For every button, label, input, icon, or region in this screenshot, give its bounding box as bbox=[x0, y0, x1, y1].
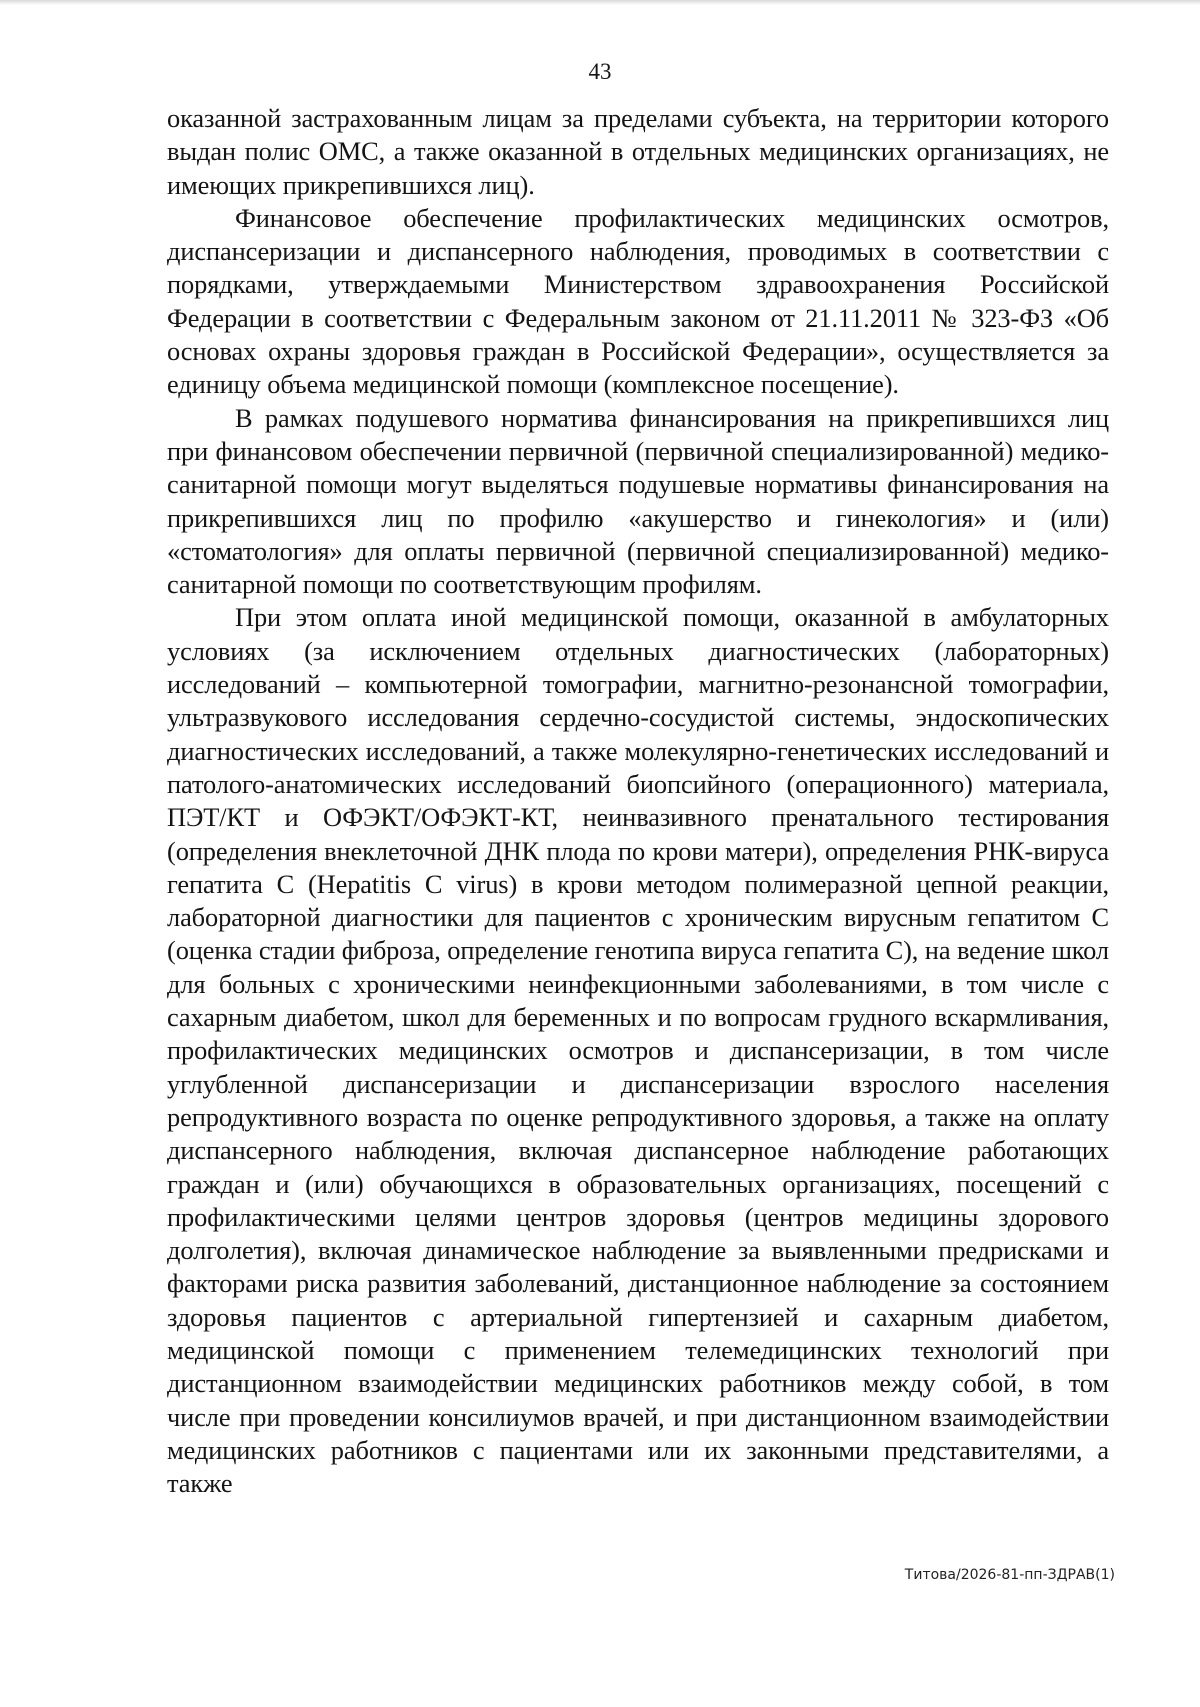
document-footer-id: Титова/2026-81-пп-ЗДРАВ(1) bbox=[904, 1567, 1115, 1583]
paragraph-financing-checkups: Финансовое обеспечение профилактических медицинских осмотров, диспансеризации и диспансерного наблюдения, проводимых в соответствии с порядками, утверждаемыми Министерством здравоохранения Российской Федерации в соответствии с Федеральным законом от 21.11.2011 № 323-ФЗ «Об основах охраны здоровья граждан в Российской Федерации», осуществляется за единицу объема медицинской помощи (комплексное посещение). bbox=[167, 202, 1109, 400]
document-body bbox=[167, 102, 1109, 1500]
page-number: 43 bbox=[588, 59, 612, 84]
scan-edge bbox=[0, 0, 1200, 5]
paragraph-continuation: оказанной застрахованным лицам за пределами субъекта, на территории которого выдан полис ОМС, а также оказанной в отдельных медицинских организациях, не имеющих прикрепившихся лиц). bbox=[167, 103, 1109, 200]
paragraph-outpatient-payment: При этом оплата иной медицинской помощи, оказанной в амбулаторных условиях (за исключением отдельных диагностических (лабораторных) исследований – компьютерной томографии, магнитно-резонансной томографии, ультразвукового исследования сердечно-сосудистой системы, эндоскопических диагностических исследований, а также молекулярно-генетических исследований и патолого-анатомических исследований биопсийного (операционного) материала, ПЭТ/КТ и ОФЭКТ/ОФЭКТ-КТ, неинвазивного пренатального тестирования (определения внеклеточной ДНК плода по крови матери), определения РНК-вируса гепатита С (Hepatitis C virus) в крови методом полимеразной цепной реакции, лабораторной диагностики для пациентов с хроническим вирусным гепатитом С (оценка стадии фиброза, определение генотипа вируса гепатита С), на ведение школ для больных с хроническими неинфекционными заболеваниями, в том числе с сахарным диабетом, школ для беременных и по вопросам грудного вскармливания, профилактических медицинских осмотров и диспансеризации, в том числе углубленной диспансеризации и диспансеризации взрослого населения репродуктивного возраста по оценке репродуктивного здоровья, а также на оплату диспансерного наблюдения, включая диспансерное наблюдение работающих граждан и (или) обучающихся в образовательных организациях, посещений с профилактическими целями центров здоровья (центров медицины здорового долголетия), включая динамическое наблюдение за выявленными предрисками и факторами риска развития заболеваний, дистанционное наблюдение за состоянием здоровья пациентов с артериальной гипертензией и сахарным диабетом, медицинской помощи с применением телемедицинских технологий при дистанционном взаимодействии медицинских работников между собой, в том числе при проведении консилиумов врачей, и при дистанционном взаимодействии медицинских работников с пациентами или их законными представителями, а также bbox=[167, 602, 1109, 1499]
paragraph-per-capita-norm: В рамках подушевого норматива финансирования на прикрепившихся лиц при финансовом обеспечении первичной (первичной специализированной) медико-санитарной помощи могут выделяться подушевые нормативы финансирования на прикрепившихся лиц по профилю «акушерство и гинекология» и (или) «стоматология» для оплаты первичной (первичной специализированной) медико-санитарной помощи по соответствующим профилям. bbox=[167, 402, 1109, 600]
